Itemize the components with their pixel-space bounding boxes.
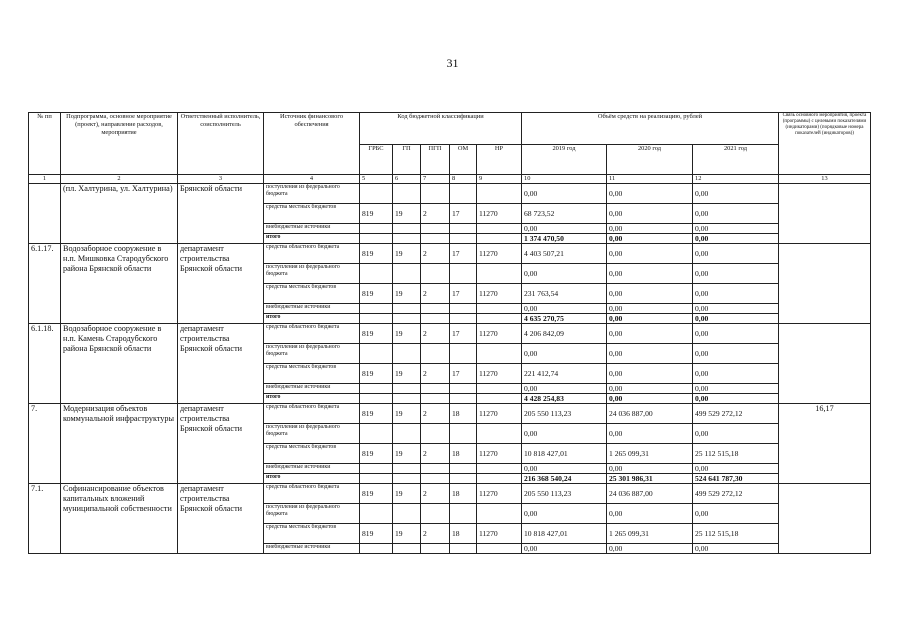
code-om [450,304,477,314]
amount-2019: 205 550 113,23 [522,484,607,504]
header-budget-code: Код бюджетной классификации [360,113,522,145]
amount-2019: 0,00 [522,464,607,474]
header-pgp: ПГП [421,145,450,175]
code-gp [393,544,421,554]
amount-2019: 4 428 254,83 [522,394,607,404]
code-om [450,504,477,524]
code-grbs [360,424,393,444]
code-nr: 11270 [477,284,522,304]
code-nr [477,424,522,444]
code-grbs: 819 [360,204,393,224]
code-nr [477,304,522,314]
header-indicator-link: Связь основного мероприятия, проекта (программы) с целевыми показателями (индикаторами) (порядковые номера показателей (индикаторов)) [779,113,871,175]
code-gp: 19 [393,444,421,464]
amount-2019: 0,00 [522,264,607,284]
funding-source: средства областного бюджета [264,404,360,424]
code-pgp: 2 [421,244,450,264]
code-om: 17 [450,244,477,264]
code-grbs [360,544,393,554]
amount-2019: 0,00 [522,504,607,524]
code-pgp [421,384,450,394]
table-row [29,484,871,504]
amount-2020: 0,00 [607,184,693,204]
indicator-link [779,484,871,554]
code-grbs [360,224,393,234]
amount-2019: 10 818 427,01 [522,524,607,544]
amount-2019: 231 763,54 [522,284,607,304]
amount-2020: 1 265 099,31 [607,524,693,544]
amount-2020: 0,00 [607,224,693,234]
column-number-row [29,175,871,184]
code-gp [393,234,421,244]
code-pgp: 2 [421,404,450,424]
amount-2020: 25 301 986,31 [607,474,693,484]
amount-2021: 25 112 515,18 [693,444,779,464]
code-nr [477,184,522,204]
col-number: 4 [264,175,360,184]
indicator-link: 16,17 [779,404,871,484]
code-nr [477,464,522,474]
indicator-link [779,184,871,244]
row-number: 6.1.18. [29,324,61,404]
amount-2021: 0,00 [693,284,779,304]
amount-2021: 0,00 [693,264,779,284]
code-gp: 19 [393,324,421,344]
col-number: 13 [779,175,871,184]
code-nr [477,264,522,284]
funding-source: средства местных бюджетов [264,284,360,304]
amount-2020: 0,00 [607,204,693,224]
code-gp: 19 [393,524,421,544]
indicator-link [779,324,871,404]
page-number: 31 [446,56,459,70]
code-nr [477,224,522,234]
header-nr: НР [477,145,522,175]
code-om [450,474,477,484]
amount-2020: 0,00 [607,244,693,264]
col-number: 10 [522,175,607,184]
code-om [450,234,477,244]
code-gp [393,344,421,364]
code-grbs: 819 [360,284,393,304]
funding-source: итого [264,394,360,404]
amount-2021: 0,00 [693,224,779,234]
activity-name: Водозаборное сооружение в н.п. Мишковка Стародубского района Брянской области [61,244,178,324]
code-pgp [421,544,450,554]
header-source: Источник финансового обеспечения [264,113,360,175]
col-number: 3 [178,175,264,184]
code-pgp: 2 [421,444,450,464]
code-nr: 11270 [477,204,522,224]
code-grbs [360,464,393,474]
amount-2020: 0,00 [607,264,693,284]
code-om: 17 [450,324,477,344]
code-om: 17 [450,284,477,304]
amount-2019: 68 723,52 [522,204,607,224]
code-gp: 19 [393,244,421,264]
indicator-link [779,244,871,324]
code-om: 18 [450,404,477,424]
code-om [450,224,477,234]
amount-2019: 4 206 842,09 [522,324,607,344]
header-gp: ГП [393,145,421,175]
header-year-2021: 2021 год [693,145,779,175]
code-grbs: 819 [360,484,393,504]
table-row [29,244,871,264]
code-grbs: 819 [360,324,393,344]
code-gp [393,264,421,284]
table-row [29,404,871,424]
funding-source: средства местных бюджетов [264,364,360,384]
row-number: 7.1. [29,484,61,554]
col-number: 5 [360,175,393,184]
amount-2021: 0,00 [693,204,779,224]
header-om: ОМ [450,145,477,175]
code-gp: 19 [393,204,421,224]
code-nr [477,314,522,324]
code-om [450,344,477,364]
funding-source: итого [264,234,360,244]
responsible-executor: департамент строительства Брянской области [178,324,264,404]
header-grbs: ГРБС [360,145,393,175]
code-grbs [360,474,393,484]
code-gp [393,384,421,394]
code-gp [393,424,421,444]
code-gp: 19 [393,364,421,384]
amount-2021: 499 529 272,12 [693,484,779,504]
code-nr [477,344,522,364]
code-nr: 11270 [477,404,522,424]
amount-2019: 1 374 470,50 [522,234,607,244]
code-gp [393,504,421,524]
funding-source: итого [264,474,360,484]
code-pgp [421,184,450,204]
row-number: 6.1.17. [29,244,61,324]
amount-2020: 0,00 [607,304,693,314]
code-nr: 11270 [477,444,522,464]
amount-2019: 4 635 270,75 [522,314,607,324]
funding-source: поступления из федерального бюджета [264,344,360,364]
funding-source: поступления из федерального бюджета [264,184,360,204]
col-number: 8 [450,175,477,184]
code-nr [477,234,522,244]
funding-source: средства местных бюджетов [264,444,360,464]
amount-2021: 0,00 [693,544,779,554]
header-num: № пп [29,113,61,175]
amount-2019: 0,00 [522,544,607,554]
amount-2020: 1 265 099,31 [607,444,693,464]
code-om: 18 [450,484,477,504]
table-row [29,324,871,344]
code-gp [393,184,421,204]
funding-source: поступления из федерального бюджета [264,424,360,444]
row-number [29,184,61,244]
code-nr: 11270 [477,484,522,504]
header-year-2020: 2020 год [607,145,693,175]
code-om: 17 [450,364,477,384]
header-row [29,113,871,145]
amount-2021: 0,00 [693,424,779,444]
amount-2019: 216 368 540,24 [522,474,607,484]
col-number: 1 [29,175,61,184]
code-om [450,314,477,324]
code-nr [477,474,522,484]
funding-source: средства областного бюджета [264,324,360,344]
amount-2020: 24 036 887,00 [607,484,693,504]
col-number: 9 [477,175,522,184]
amount-2020: 0,00 [607,544,693,554]
code-grbs [360,384,393,394]
code-grbs [360,304,393,314]
amount-2020: 0,00 [607,284,693,304]
amount-2020: 0,00 [607,314,693,324]
amount-2019: 205 550 113,23 [522,404,607,424]
code-pgp [421,344,450,364]
col-number: 12 [693,175,779,184]
code-grbs [360,394,393,404]
funding-source: поступления из федерального бюджета [264,264,360,284]
amount-2020: 24 036 887,00 [607,404,693,424]
code-om [450,264,477,284]
amount-2019: 10 818 427,01 [522,444,607,464]
amount-2021: 0,00 [693,234,779,244]
amount-2019: 0,00 [522,424,607,444]
code-grbs [360,504,393,524]
funding-source: средства местных бюджетов [264,524,360,544]
code-gp [393,464,421,474]
header-volume: Объём средств на реализацию, рублей [522,113,779,145]
amount-2021: 25 112 515,18 [693,524,779,544]
budget-table [28,112,871,554]
amount-2020: 0,00 [607,464,693,474]
amount-2021: 0,00 [693,304,779,314]
code-gp [393,474,421,484]
code-om: 17 [450,204,477,224]
amount-2021: 499 529 272,12 [693,404,779,424]
funding-source: средства местных бюджетов [264,204,360,224]
amount-2021: 0,00 [693,324,779,344]
code-pgp [421,314,450,324]
code-gp [393,314,421,324]
code-gp: 19 [393,284,421,304]
amount-2020: 0,00 [607,394,693,404]
code-gp [393,394,421,404]
funding-source: поступления из федерального бюджета [264,504,360,524]
col-number: 7 [421,175,450,184]
activity-name: (пл. Халтурина, ул. Халтурина) [61,184,178,244]
code-pgp: 2 [421,524,450,544]
activity-name: Водозаборное сооружение в н.п. Камень Стародубского района Брянской области [61,324,178,404]
col-number: 2 [61,175,178,184]
code-pgp [421,224,450,234]
funding-source: внебюджетные источники [264,544,360,554]
amount-2021: 0,00 [693,464,779,474]
amount-2021: 0,00 [693,344,779,364]
col-number: 6 [393,175,421,184]
amount-2019: 4 403 507,21 [522,244,607,264]
amount-2021: 0,00 [693,244,779,264]
amount-2020: 0,00 [607,324,693,344]
amount-2021: 0,00 [693,364,779,384]
amount-2021: 524 641 787,30 [693,474,779,484]
amount-2021: 0,00 [693,384,779,394]
code-pgp: 2 [421,324,450,344]
amount-2020: 0,00 [607,234,693,244]
code-om [450,394,477,404]
code-pgp [421,304,450,314]
amount-2019: 0,00 [522,384,607,394]
amount-2020: 0,00 [607,344,693,364]
code-grbs: 819 [360,404,393,424]
code-om: 18 [450,524,477,544]
code-nr [477,544,522,554]
funding-source: внебюджетные источники [264,384,360,394]
activity-name: Модернизация объектов коммунальной инфраструктуры [61,404,178,484]
code-nr: 11270 [477,364,522,384]
code-grbs [360,234,393,244]
code-pgp [421,234,450,244]
code-pgp [421,424,450,444]
amount-2020: 0,00 [607,384,693,394]
col-number: 11 [607,175,693,184]
code-grbs [360,264,393,284]
code-nr [477,394,522,404]
code-pgp [421,394,450,404]
code-pgp [421,504,450,524]
amount-2019: 0,00 [522,184,607,204]
code-om [450,464,477,474]
responsible-executor: департамент строительства Брянской области [178,404,264,484]
code-grbs [360,184,393,204]
code-grbs [360,314,393,324]
code-pgp [421,474,450,484]
code-pgp: 2 [421,284,450,304]
code-pgp: 2 [421,364,450,384]
code-nr [477,504,522,524]
code-grbs: 819 [360,444,393,464]
code-grbs: 819 [360,524,393,544]
code-pgp: 2 [421,204,450,224]
code-nr [477,384,522,394]
code-grbs: 819 [360,244,393,264]
amount-2020: 0,00 [607,424,693,444]
amount-2021: 0,00 [693,394,779,404]
responsible-executor: департамент строительства Брянской области [178,244,264,324]
code-nr: 11270 [477,324,522,344]
code-nr: 11270 [477,244,522,264]
responsible-executor: Брянской области [178,184,264,244]
table-row [29,184,871,204]
code-om [450,184,477,204]
code-gp [393,224,421,234]
responsible-executor: департамент строительства Брянской области [178,484,264,554]
code-pgp [421,264,450,284]
code-grbs [360,344,393,364]
code-pgp [421,464,450,474]
amount-2020: 0,00 [607,364,693,384]
code-om: 18 [450,444,477,464]
code-om [450,424,477,444]
amount-2019: 221 412,74 [522,364,607,384]
funding-source: внебюджетные источники [264,304,360,314]
header-program: Подпрограмма, основное мероприятие (проект), направление расходов, мероприятие [61,113,178,175]
code-grbs: 819 [360,364,393,384]
code-om [450,384,477,394]
funding-source: внебюджетные источники [264,224,360,234]
amount-2021: 0,00 [693,184,779,204]
amount-2019: 0,00 [522,304,607,314]
activity-name: Софинансирование объектов капитальных вложений муниципальной собственности [61,484,178,554]
amount-2019: 0,00 [522,224,607,234]
code-pgp: 2 [421,484,450,504]
row-number: 7. [29,404,61,484]
amount-2020: 0,00 [607,504,693,524]
amount-2021: 0,00 [693,504,779,524]
code-nr: 11270 [477,524,522,544]
header-responsible: Ответственный исполнитель, соисполнитель [178,113,264,175]
amount-2021: 0,00 [693,314,779,324]
code-gp: 19 [393,404,421,424]
amount-2019: 0,00 [522,344,607,364]
funding-source: итого [264,314,360,324]
code-gp: 19 [393,484,421,504]
code-om [450,544,477,554]
funding-source: средства областного бюджета [264,484,360,504]
funding-source: средства областного бюджета [264,244,360,264]
code-gp [393,304,421,314]
header-year-2019: 2019 год [522,145,607,175]
funding-source: внебюджетные источники [264,464,360,474]
